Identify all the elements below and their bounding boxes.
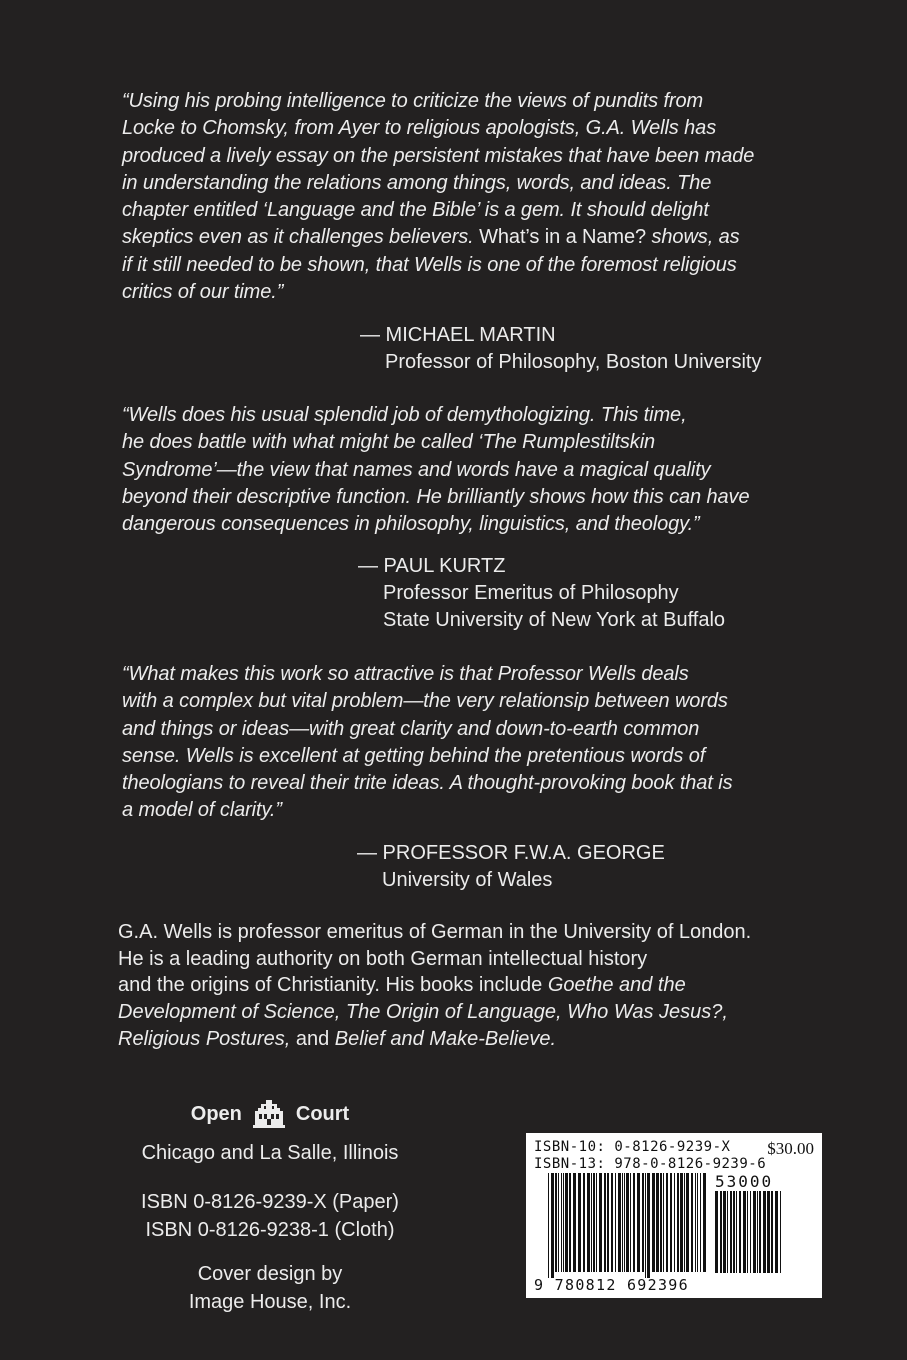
barcode-bar <box>599 1173 602 1272</box>
barcode-bar <box>624 1173 625 1272</box>
isbn-cloth: ISBN 0-8126-9238-1 (Cloth) <box>145 1219 395 1241</box>
book-title: Belief and Make-Believe. <box>334 1027 557 1050</box>
attribution-title: Professor of Philosophy, Boston University <box>385 351 762 373</box>
barcode-bar <box>569 1173 571 1272</box>
attribution-george <box>357 840 665 894</box>
barcode-bar <box>700 1173 701 1272</box>
isbn-paper: ISBN 0-8126-9239-X (Paper) <box>141 1191 399 1213</box>
barcode-bar <box>666 1173 668 1272</box>
barcode-bar <box>558 1173 559 1272</box>
publisher-name-left: Open <box>190 1102 242 1125</box>
barcode-bar <box>551 1173 554 1278</box>
barcode-bar <box>607 1173 609 1272</box>
barcode-bar <box>565 1173 568 1272</box>
barcode-bar <box>723 1191 726 1273</box>
quote-line: sense. Wells is excellent at getting behind the pretentious words of <box>122 744 706 767</box>
barcode-bar <box>622 1173 623 1272</box>
barcode-bar <box>720 1191 722 1273</box>
quote-line: Locke to Chomsky, from Ayer to religious apologists, G.A. Wells has <box>122 117 717 140</box>
cover-credit <box>120 1260 420 1316</box>
book-title: Religious Postures, <box>118 1027 291 1050</box>
barcode-bar <box>656 1173 659 1272</box>
attribution-name: — PROFESSOR F.W.A. GEORGE <box>357 842 665 864</box>
barcode-bar <box>739 1191 741 1273</box>
publisher-logo <box>120 1096 420 1132</box>
isbn-list <box>120 1188 420 1244</box>
book-titles: Development of Science, The Origin of Language, Who Was Jesus?, <box>118 1001 728 1024</box>
barcode-bar <box>674 1173 675 1272</box>
barcode-bar <box>680 1173 683 1272</box>
book-title: Goethe and the <box>547 974 686 997</box>
quote-fragment: skeptics even as it challenges believers. <box>122 226 474 249</box>
quote-line: produced a lively essay on the persistent mistakes that have been made <box>122 144 755 167</box>
barcode-bar <box>633 1173 635 1272</box>
barcode-bar <box>642 1173 644 1272</box>
quote-line: he does battle with what might be called ‘The Rumplestiltskin <box>122 431 656 454</box>
quote-line: if it still needed to be shown, that Wells is one of the foremost religious <box>122 253 737 276</box>
quote-line: in understanding the relations among things, words, and ideas. The <box>122 171 712 194</box>
barcode-bar <box>573 1173 576 1272</box>
barcode-bar <box>743 1191 746 1273</box>
barcode-bar <box>630 1173 631 1272</box>
barcode-bar <box>686 1173 689 1272</box>
barcode-bar <box>618 1173 621 1272</box>
barcode-bar <box>611 1173 613 1272</box>
barcode-bar <box>663 1173 664 1272</box>
bio-line <box>118 999 818 1026</box>
attribution-affiliation: State University of New York at Buffalo <box>383 609 726 631</box>
barcode-bar <box>691 1173 693 1272</box>
barcode-bar <box>736 1191 737 1273</box>
quote-line: “Wells does his usual splendid job of demythologizing. This time, <box>122 404 687 426</box>
attribution-title: Professor Emeritus of Philosophy <box>383 582 679 604</box>
barcode-bar <box>775 1191 778 1273</box>
barcode-bar <box>757 1191 758 1273</box>
barcode-isbn10: ISBN-10: 0-8126-9239-X <box>534 1139 731 1155</box>
barcode-addon: 53000 <box>715 1172 774 1191</box>
barcode-bar <box>578 1173 581 1272</box>
quote-line: “What makes this work so attractive is that Professor Wells deals <box>122 663 689 685</box>
attribution-affiliation: University of Wales <box>382 869 553 891</box>
attribution-name: — PAUL KURTZ <box>358 555 506 577</box>
quote-line: beyond their descriptive function. He brilliantly shows how this can have <box>122 485 750 508</box>
barcode-bar <box>652 1173 655 1272</box>
barcode-bar <box>730 1191 732 1273</box>
barcode-bar <box>771 1191 773 1273</box>
barcode-bar <box>637 1173 640 1272</box>
quote-line: dangerous consequences in philosophy, linguistics, and theology.” <box>122 513 700 536</box>
barcode-bar <box>753 1191 756 1273</box>
barcode-bar <box>697 1173 698 1272</box>
barcode-bar <box>703 1173 706 1272</box>
barcode-bar <box>715 1191 718 1273</box>
barcode-label <box>526 1133 822 1298</box>
barcode-bar <box>583 1173 585 1272</box>
barcode-bar <box>767 1191 770 1273</box>
barcode-bar <box>733 1191 735 1273</box>
barcode-bars <box>548 1173 708 1278</box>
publisher-block <box>120 1096 420 1316</box>
barcode-bar <box>695 1173 696 1272</box>
bio-line: G.A. Wells is professor emeritus of German in the University of London. <box>118 921 752 943</box>
barcode-bar <box>548 1173 549 1278</box>
author-bio <box>118 919 818 1053</box>
barcode-digits: 9 780812 692396 <box>534 1276 689 1294</box>
review-quote-martin <box>122 88 822 306</box>
attribution-kurtz <box>358 553 725 634</box>
quote-line: Syndrome’—the view that names and words have a magical quality <box>122 458 711 481</box>
quote-line: with a complex but vital problem—the very relationsip between words <box>122 690 728 713</box>
barcode-bar <box>727 1191 728 1273</box>
bio-fragment: and the origins of Christianity. His books include <box>118 974 548 997</box>
quote-line: theologians to reveal their trite ideas. A thought-provoking book that is <box>122 772 733 795</box>
barcode-bar <box>763 1191 766 1273</box>
publisher-name-right: Court <box>295 1102 350 1125</box>
bio-line: He is a leading authority on both German intellectual history <box>118 947 648 970</box>
attribution-name: — MICHAEL MARTIN <box>360 324 556 346</box>
barcode-bar <box>591 1173 592 1272</box>
barcode-bar <box>555 1173 557 1272</box>
quote-line: chapter entitled ‘Language and the Bible’ is a gem. It should delight <box>122 199 709 222</box>
barcode-bar <box>647 1173 650 1278</box>
quote-line: “Using his probing intelligence to criticize the views of pundits from <box>122 90 704 112</box>
publisher-city: Chicago and La Salle, Illinois <box>141 1142 399 1164</box>
attribution-martin <box>360 322 761 376</box>
quote-line <box>122 224 822 251</box>
quote-line: and things or ideas—with great clarity and down-to-earth common <box>122 717 700 740</box>
quote-line: critics of our time.” <box>122 281 284 304</box>
bio-fragment: and <box>290 1027 335 1050</box>
barcode-bar <box>677 1173 679 1272</box>
barcode-bar <box>561 1173 562 1272</box>
barcode-bar <box>587 1173 590 1272</box>
review-quote-george <box>122 661 822 825</box>
barcode-bar <box>563 1173 564 1272</box>
barcode-bar <box>670 1173 672 1272</box>
book-title: What’s in a Name? <box>479 226 647 249</box>
review-quote-kurtz <box>122 402 822 538</box>
quote-fragment: shows, as <box>651 226 740 249</box>
quote-line: a model of clarity.” <box>122 799 282 822</box>
castle-icon <box>252 1099 286 1129</box>
credit-line: Image House, Inc. <box>188 1291 352 1313</box>
barcode-bar <box>626 1173 629 1272</box>
barcode-bar <box>750 1191 751 1273</box>
barcode-bar <box>684 1173 685 1272</box>
barcode-isbn13: ISBN-13: 978-0-8126-9239-6 <box>534 1156 767 1172</box>
bio-line <box>118 972 818 999</box>
barcode-bar <box>759 1191 761 1273</box>
barcode-bar <box>780 1191 781 1273</box>
credit-line: Cover design by <box>197 1263 343 1285</box>
barcode-bar <box>645 1173 646 1278</box>
barcode-bar <box>615 1173 616 1272</box>
barcode-bar <box>660 1173 662 1272</box>
price: $30.00 <box>767 1139 814 1158</box>
bio-line <box>118 1026 818 1053</box>
barcode-bar <box>596 1173 597 1272</box>
barcode-bar <box>604 1173 606 1272</box>
barcode-bar <box>593 1173 595 1272</box>
barcode-bar <box>747 1191 748 1273</box>
barcode-addon-bars <box>715 1191 783 1279</box>
